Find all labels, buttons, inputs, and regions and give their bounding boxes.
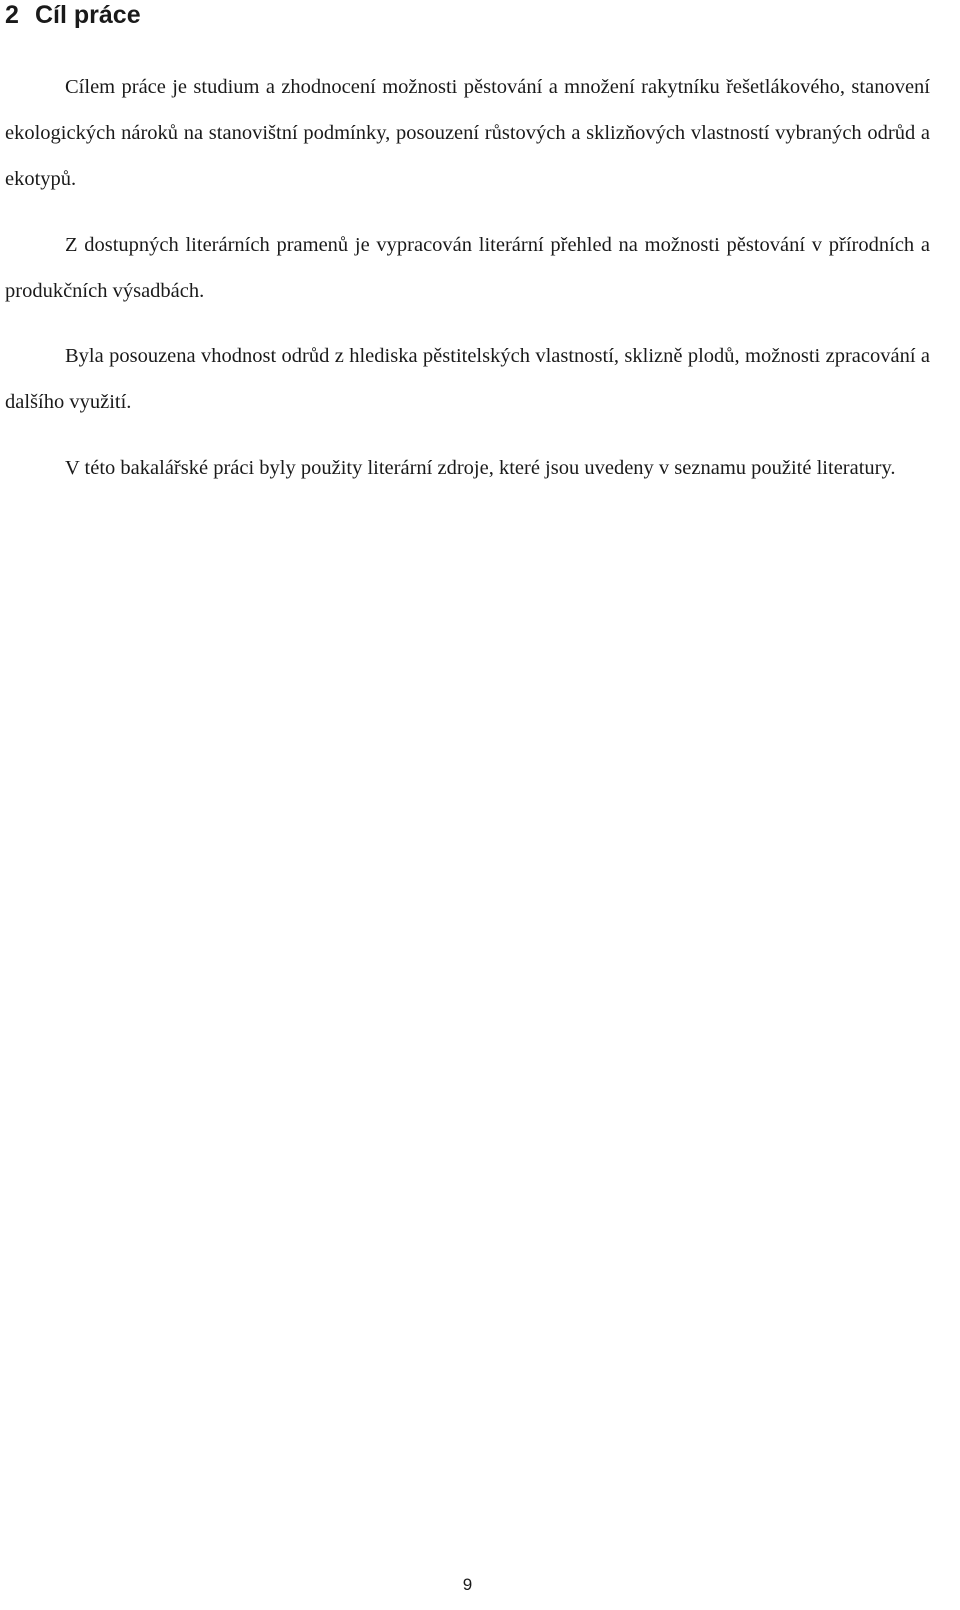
- paragraph-literature-review: Z dostupných literárních pramenů je vypracován literární přehled na možnosti pěstování v přírodních a produkčních výsadbách.: [5, 234, 930, 302]
- paragraph-variety-assessment: Byla posouzena vhodnost odrůd z hlediska pěstitelských vlastností, sklizně plodů, možnosti zpracování a dalšího využití.: [5, 345, 930, 413]
- paragraph-aim: Cílem práce je studium a zhodnocení možnosti pěstování a množení rakytníku řešetlákového, stanovení ekologických nároků na stanovištní podmínky, posouzení růstových a sklizňových vlastností vybraných odrůd a ekotypů.: [5, 76, 930, 190]
- section-heading: [5, 0, 141, 30]
- section-title: Cíl práce: [35, 1, 141, 29]
- paragraph-sources: V této bakalářské práci byly použity literární zdroje, které jsou uvedeny v seznamu použité literatury.: [65, 457, 896, 479]
- section-number: 2: [5, 1, 19, 29]
- page-number: 9: [462, 1575, 473, 1594]
